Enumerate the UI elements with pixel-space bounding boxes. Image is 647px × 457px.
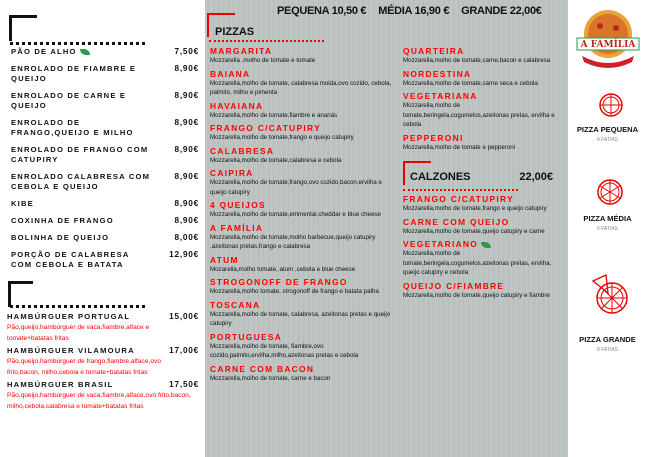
menu-item: KIBE 8,90€ — [11, 199, 199, 208]
dotted-divider — [209, 40, 324, 42]
calzone-item: CARNE COM QUEIJO Mozzarella,molho de tomate,queijo catupiry e carne — [403, 216, 545, 235]
burger-item: HAMBÚRGUER VILAMOURA 17,00€ Pão,queijo,hambúrguer de frango,fiambre,alface,ovo frito,bacon, milho,cebola e tomate+batatas fritas — [7, 346, 199, 376]
size-small: PIZZA PEQUENA 4 FATIAS — [576, 125, 639, 143]
pizza-item: CAIPIRA Mozzarella,molho de tomate,frango,ovo cozido,bacon,ervilha e queijo catupiry — [210, 168, 382, 196]
size-medium: PIZZA MÉDIA 6 FATIAS — [583, 214, 632, 232]
menu-item: ENROLADO DE FRANGO,QUEIJO E MILHO 8,90€ — [11, 118, 199, 137]
menu-item: BOLINHA DE QUEIJO 8,00€ — [11, 233, 199, 242]
pizza-medium-icon — [595, 176, 625, 206]
price-medium: MÉDIA 16,90 € — [378, 5, 450, 17]
calzones-header — [403, 161, 553, 186]
price-small: PEQUENA 10,50 € — [277, 5, 367, 17]
pizza-item: FRANGO C/CATUPIRY Mozzarella,molho de tomate,frango e queijo catupiry — [210, 123, 354, 141]
starters-list — [11, 47, 201, 270]
logo-pizza-icon — [574, 4, 642, 74]
pizza-item: BAIANA Mozzarella,molho de tomate, calabresa moida,ovo cozido, cebola, palmito, milho e pimenta — [210, 68, 392, 96]
dotted-divider — [403, 189, 518, 191]
pizza-item: NORDESTINA Mozzarella,molho de tomate,carne seca e cebola — [403, 68, 538, 87]
pizza-item: MARGARITA Mozzarella ,molho de tomate e tomate — [210, 46, 316, 64]
size-prices-header — [277, 5, 542, 17]
dotted-divider — [10, 305, 145, 308]
pizza-item: ATUM Mozarella,molho tomate, atum ,cebola e blue cheese — [210, 254, 356, 273]
burgers-list — [7, 312, 201, 412]
menu-item: COXINHA DE FRANGO 8,90€ — [11, 216, 199, 225]
pizza-list-left — [210, 46, 398, 383]
bracket-decoration — [8, 281, 33, 307]
sizes-column — [568, 0, 647, 457]
pizza-large-icon — [590, 273, 630, 315]
calzones-price: 22,00€ — [519, 171, 553, 183]
bracket-decoration — [403, 161, 431, 185]
price-large: GRANDE 22,00€ — [461, 5, 542, 17]
pizza-item: PEPPERONI Mozzarella,molho de tomate e pepperoni — [403, 132, 516, 151]
starters-column — [0, 0, 205, 457]
pizza-item: VEGETARIANA Mozzarella,molho de tomate,beringela,cogumelos,azeitonas pretas, ervilha e cebola — [403, 91, 555, 128]
size-large: PIZZA GRANDE 8 FATIAS — [579, 335, 636, 353]
pizza-list-right — [403, 46, 565, 300]
menu-item: PORÇÃO DE CALABRESA COM CEBOLA E BATATA 12,90€ — [11, 250, 199, 269]
burger-item: HAMBÚRGUER PORTUGAL 15,00€ Pão,queijo,hambúrguer de vaca,fiambre,alface e tomate+batatas fritas — [7, 312, 199, 342]
pizza-item: HAVAIANA Mozzarella,molho de tomate,fiambre e ananás — [210, 100, 338, 119]
calzone-item: QUEIJO C/FIAMBRE Mozzarella,molho de tomate,queijo catupiry e fiambre — [403, 280, 550, 299]
pizza-item: CALABRESA Mozzarella,molho de tomate,calabresa e cebola — [210, 145, 342, 164]
vegetarian-leaf-icon — [481, 242, 491, 248]
calzones-title: CALZONES — [410, 171, 471, 183]
pizza-item: CARNE COM BACON Mozzarella,molho de tomate, carne e bacon — [210, 363, 331, 382]
pizza-item: TOSCANA Mozzarella,molho de tomate, calabresa, azeitonas pretas e queijo catupiry — [210, 299, 391, 327]
menu-item: ENROLADO CALABRESA COM CEBOLA E QUEIJO 8,90€ — [11, 172, 199, 191]
pizza-item: A FAMÍLIA Mozzarella,molho de tomate,molho barbecue,queijo catupiry ,azeitonas pretas,frango e calabresa — [210, 222, 376, 250]
menu-item: PÃO DE ALHO 7,50€ — [11, 47, 199, 56]
calzone-item: VEGETARIANO Mozzarella,molho de tomate,beringela,cogumelos,azeitonas pretas, ervilha, queijo catupiry e cebola — [403, 239, 552, 276]
burger-item: HAMBÚRGUER BRASIL 17,50€ Pão,queijo,hambúrguer de vaca,fiambre,alface,ovo frito,bacon, milho,cebola,calabresa e tomate+batatas fritas — [7, 380, 199, 410]
logo-text: A FAMÍLIA — [580, 40, 636, 50]
menu-item: ENROLADO DE FRANGO COM CATUPIRY 8,90€ — [11, 145, 199, 164]
menu-item: ENROLADO DE CARNE E QUEIJO 8,90€ — [11, 91, 199, 110]
menu-item: ENROLADO DE FIAMBRE E QUEIJO 8,90€ — [11, 64, 199, 83]
pizzas-title: PIZZAS — [215, 26, 255, 38]
pizza-item: STROGONOFF DE FRANGO Mozzarella,molho tomate, strogonoff de frango e batata palha — [210, 277, 379, 295]
pizza-small-icon — [598, 92, 624, 118]
dotted-divider — [10, 42, 145, 45]
bracket-decoration — [9, 15, 37, 41]
pizza-item: PORTUGUESA Mozzarella,molho de tomate, fiambre,ovo cozido,palmito,ervilha,milho,azeitonas pretas e cebola — [210, 331, 359, 359]
pizza-item: 4 QUEIJOS Mozzarella,molho de tomate,emmental,cheddar e blue cheese — [210, 200, 381, 218]
pizzas-panel — [205, 0, 568, 457]
calzone-item: FRANGO C/CATUPIRY Mozzarella,molho de tomate,frango e queijo catupiry — [403, 194, 547, 212]
pizza-item: QUARTEIRA Mozzarella,molho de tomate,carne,bacon e calabresa — [403, 46, 551, 64]
vegetarian-leaf-icon — [80, 49, 90, 55]
